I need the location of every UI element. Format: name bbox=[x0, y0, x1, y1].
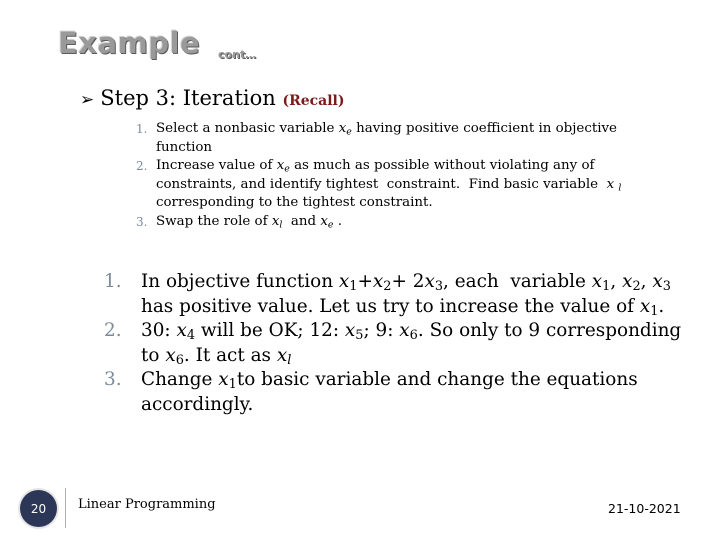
list-item bbox=[104, 319, 694, 368]
list-item bbox=[136, 120, 676, 157]
list-item bbox=[104, 270, 694, 319]
slide-title: Example bbox=[58, 26, 201, 60]
list-item-text: 30: $x_4$ will be OK; 12: $x_5$; 9: $x_6$. So only to 9 corresponding to $x_6$. It act as $x_l$ bbox=[141, 320, 682, 368]
iteration-list bbox=[104, 270, 694, 417]
list-number: 2. bbox=[104, 320, 122, 341]
footer-title: Linear Programming bbox=[78, 497, 216, 512]
list-number: 3. bbox=[104, 369, 122, 390]
list-number: 1. bbox=[104, 271, 122, 292]
list-item-text: Change $x_1to$ basic variable and change the equations accordingly. bbox=[141, 369, 638, 415]
step-heading-text: Step 3: Iteration bbox=[100, 86, 276, 110]
list-number: 3. bbox=[136, 214, 148, 229]
list-item bbox=[104, 368, 694, 417]
recall-list bbox=[136, 120, 676, 231]
list-item-text: Swap the role of $x_l$ and $x_e$ . bbox=[156, 213, 342, 230]
list-item-text: In objective function $x_1+x_2+ 2x_3$, each variable $x_1$, $x_2$, $x_3$ has positive value. Let us try to increase the value of $x_1$. bbox=[141, 271, 671, 319]
list-item-text: Select a nonbasic variable $x_e$ having positive coefficient in objective function bbox=[156, 121, 617, 155]
list-item bbox=[136, 213, 676, 232]
recall-label: (Recall) bbox=[282, 93, 345, 109]
list-number: 2. bbox=[136, 159, 148, 173]
slide-title-cont: cont… bbox=[218, 48, 257, 61]
list-item-text: Increase value of $x_e$ as much as possible without violating any of constraints, and identify tightest constraint. Find basic variable x $_l$ corresponding to the tightest constraint. bbox=[156, 158, 622, 210]
step-heading bbox=[80, 86, 345, 110]
arrow-bullet-icon: ➢ bbox=[80, 90, 95, 110]
footer-date: 21-10-2021 bbox=[608, 501, 681, 516]
list-number: 1. bbox=[136, 122, 148, 136]
page-number-badge: 20 bbox=[20, 490, 57, 527]
list-item bbox=[136, 157, 676, 213]
footer-divider bbox=[65, 488, 66, 528]
